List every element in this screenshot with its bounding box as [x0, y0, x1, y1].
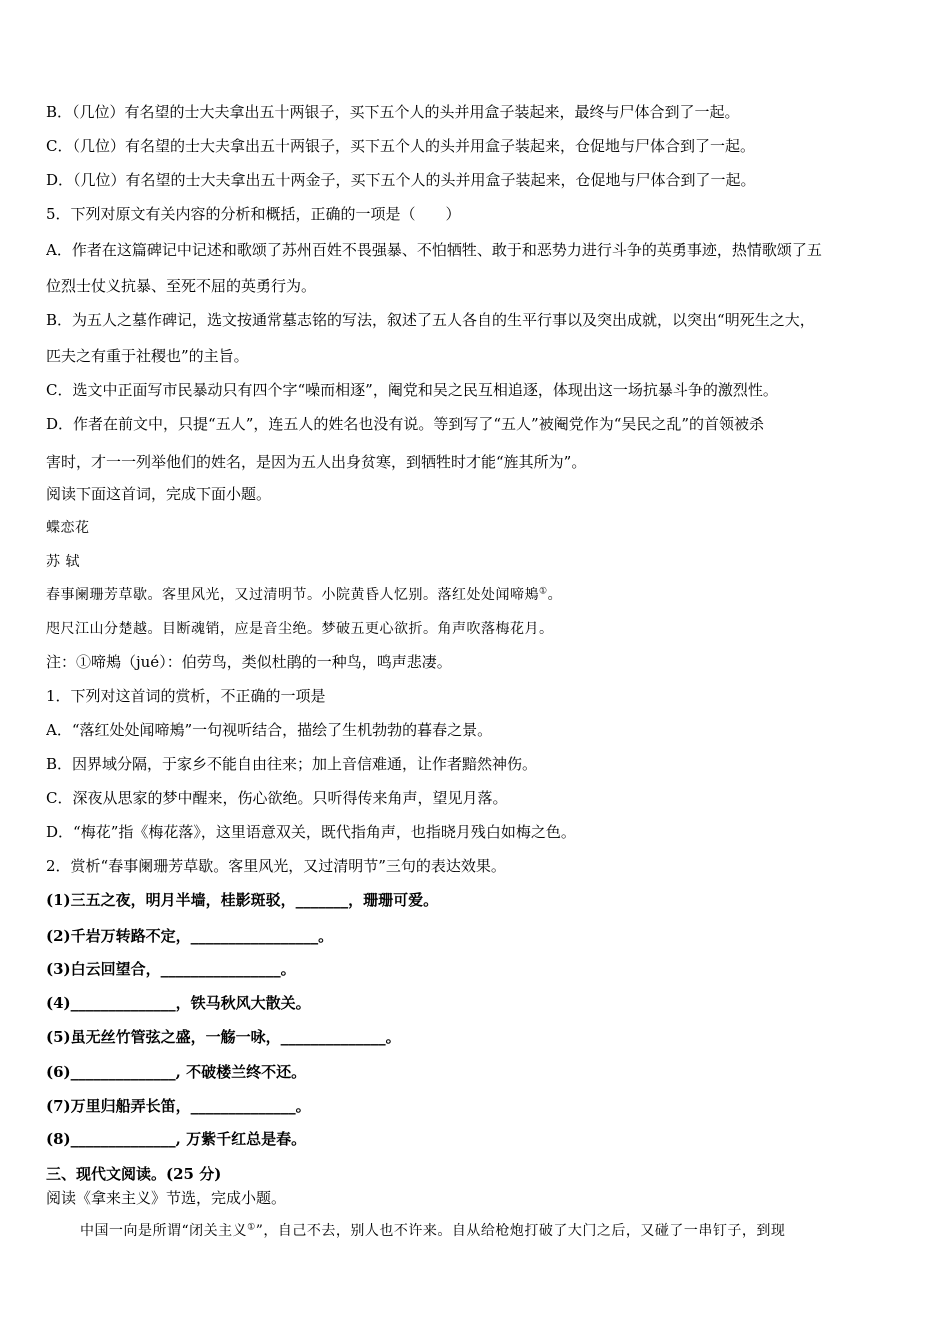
- q4-option-c: C．（几位）有名望的士大夫拿出五十两银子，买下五个人的头并用盒子装起来，仓促地与尸体合到了一起。: [46, 137, 755, 155]
- poem-line-1-text: 春事阑珊芳草歇。客里风光，又过清明节。小院黄昏人忆别。落红处处闻啼鴂: [46, 587, 539, 603]
- poem-line-2: 咫尺江山分楚越。目断魂销，应是音尘绝。梦破五更心欲折。角声吹落梅花月。: [46, 621, 554, 637]
- poem-title: 蝶恋花: [46, 520, 90, 536]
- fill-blank-6: (6)______________, 不破楼兰终不还。: [46, 1063, 307, 1081]
- poem-line-1: [46, 585, 908, 605]
- poem-q1-option-d: D．“梅花”指《梅花落》，这里语意双关，既代指角声，也指晓月残白如梅之色。: [46, 823, 576, 841]
- q5-option-b-line2: 匹夫之有重于社稷也”的主旨。: [46, 347, 249, 365]
- poem-q2: 2．赏析“春事阑珊芳草歇。客里风光，又过清明节”三句的表达效果。: [46, 857, 506, 875]
- poem-intro: 阅读下面这首词，完成下面小题。: [46, 485, 272, 503]
- section-3-intro: 阅读《拿来主义》节选，完成小题。: [46, 1189, 287, 1207]
- poem-note: 注：①啼鴂（jué）：伯劳鸟，类似杜鹃的一种鸟，鸣声悲凄。: [46, 653, 452, 671]
- q5-option-b-line1: B．为五人之墓作碑记，选文按通常墓志铭的写法，叙述了五人各自的生平行事以及突出成就，以突出“明死生之大，: [46, 311, 815, 329]
- fill-blank-3: (3)白云回望合，________________。: [46, 960, 296, 978]
- q5-option-d-line2: 害时，才一一列举他们的姓名，是因为五人出身贫寒，到牺牲时才能“旌其所为”。: [46, 453, 587, 471]
- section-3-heading: 三、现代文阅读。(25 分): [46, 1165, 222, 1183]
- q4-option-b: B．（几位）有名望的士大夫拿出五十两银子，买下五个人的头并用盒子装起来，最终与尸体合到了一起。: [46, 103, 740, 121]
- q5-option-d-line1: D．作者在前文中，只提“五人”，连五人的姓名也没有说。等到写了“五人”被阉党作为“吴民之乱”的首领被杀: [46, 415, 765, 433]
- footnote-marker: ①: [539, 586, 548, 597]
- q5-option-a-line1: A．作者在这篇碑记中记述和歌颂了苏州百姓不畏强暴、不怕牺牲、敢于和恶势力进行斗争的英勇事迹，热情歌颂了五: [46, 241, 822, 259]
- paragraph-text: 中国一向是所谓“闭关主义: [80, 1223, 248, 1239]
- poem-line-1-end: 。: [547, 587, 563, 603]
- q4-option-d: D．（几位）有名望的士大夫拿出五十两金子，买下五个人的头并用盒子装起来，仓促地与尸体合到了一起。: [46, 171, 756, 189]
- poem-author: 苏 轼: [46, 554, 80, 570]
- q5-stem: 5．下列对原文有关内容的分析和概括，正确的一项是（ ）: [46, 205, 461, 223]
- q5-option-c: C．选文中正面写市民暴动只有四个字“噪而相逐”，阉党和吴之民互相追逐，体现出这一场抗暴斗争的激烈性。: [46, 381, 778, 399]
- poem-q1-option-c: C．深夜从思家的梦中醒来，伤心欲绝。只听得传来角声，望见月落。: [46, 789, 508, 807]
- section-3-paragraph: [80, 1221, 906, 1241]
- poem-q1-stem: 1．下列对这首词的赏析，不正确的一项是: [46, 687, 326, 705]
- q5-option-a-line2: 位烈士仗义抗暴、至死不屈的英勇行为。: [46, 277, 317, 295]
- fill-blank-2: (2)千岩万转路不定，_________________。: [46, 927, 334, 945]
- fill-blank-1: (1)三五之夜，明月半墙，桂影斑驳，_______，珊珊可爱。: [46, 891, 439, 909]
- paragraph-text-end: ”，自己不去，别人也不许来。自从给枪炮打破了大门之后，又碰了一串钉子，到现: [255, 1223, 786, 1239]
- fill-blank-7: (7)万里归船弄长笛，______________。: [46, 1097, 311, 1115]
- poem-q1-option-a: A．“落红处处闻啼鴂”一句视听结合，描绘了生机勃勃的暮春之景。: [46, 721, 493, 739]
- fill-blank-8: (8)______________, 万紫千红总是春。: [46, 1130, 307, 1148]
- fill-blank-5: (5)虽无丝竹管弦之盛，一觞一咏，______________。: [46, 1028, 401, 1046]
- poem-q1-option-b: B．因界域分隔，于家乡不能自由往来；加上音信难通，让作者黯然神伤。: [46, 755, 538, 773]
- footnote-marker-2: ①: [247, 1222, 256, 1233]
- fill-blank-4: (4)______________，铁马秋风大散关。: [46, 994, 311, 1012]
